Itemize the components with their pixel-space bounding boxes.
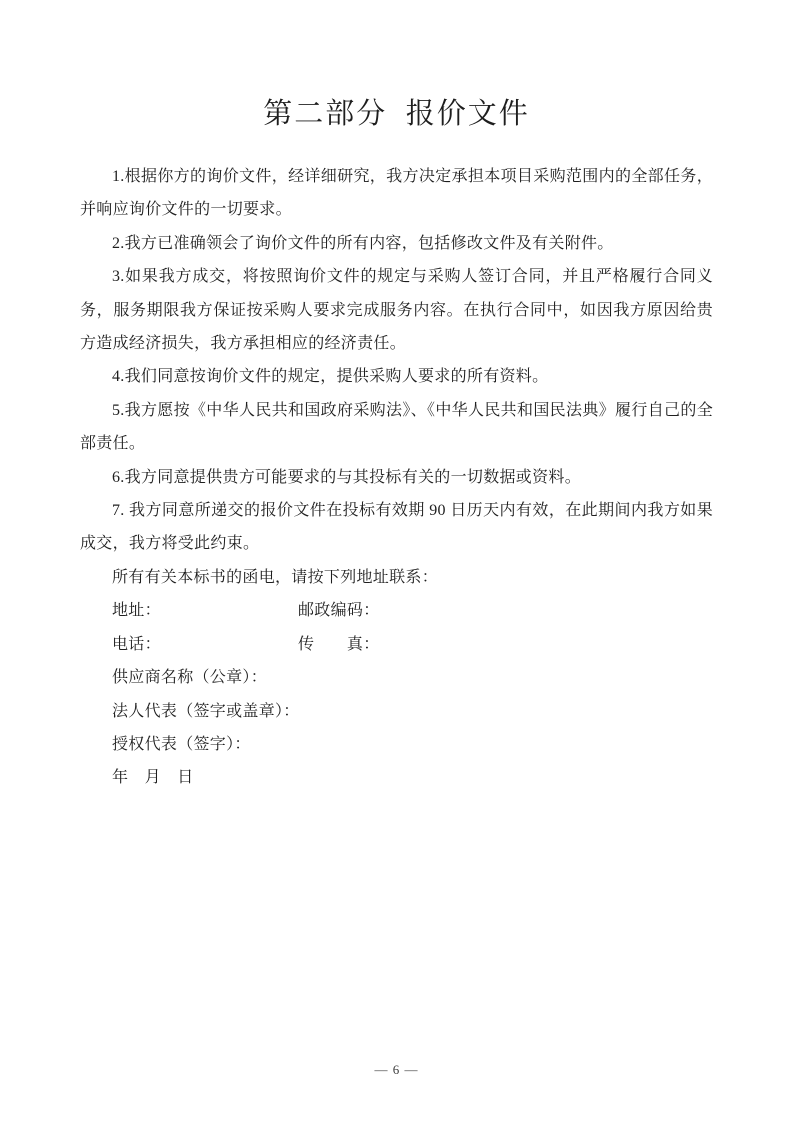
contact-intro: 所有有关本标书的函电，请按下列地址联系： [112, 568, 439, 586]
legal-representative-line: 法人代表（签字或盖章）： [112, 702, 300, 720]
address-label: 地址： [112, 602, 161, 620]
supplier-name-line: 供应商名称（公章）： [112, 669, 268, 687]
document-title: 第二部分 报价文件 [263, 98, 530, 130]
paragraph-7: 7. 我方同意所递交的报价文件在投标有效期 90 日历天内有效，在此期间内我方如果成交，我方将受此约束。 [80, 502, 713, 553]
postal-code-label: 邮政编码： [298, 602, 380, 620]
paragraph-2: 2.我方已准确领会了询价文件的所有内容，包括修改文件及有关附件。 [112, 234, 614, 252]
field-row-address-postal [80, 594, 713, 627]
paragraph-1: 1.根据你方的询价文件，经详细研究，我方决定承担本项目采购范围内的全部任务，并响应询价文件的一切要求。 [80, 168, 713, 219]
field-row-phone-fax [80, 628, 713, 661]
fax-label: 传 真： [298, 635, 380, 653]
paragraph-5: 5.我方愿按《中华人民共和国政府采购法》、《中华人民共和国民法典》履行自己的全部责任。 [80, 401, 713, 453]
paragraph-6: 6.我方同意提供贵方可能要求的与其投标有关的一切数据或资料。 [112, 468, 582, 486]
document-body [80, 160, 713, 795]
paragraph-3: 3.如果我方成交，将按照询价文件的规定与采购人签订合同，并且严格履行合同义务，服务期限我方保证按采购人要求完成服务内容。在执行合同中，如因我方原因给贵方造成经济损失，我方承担相应的经济责任。 [80, 268, 713, 353]
authorized-representative-line: 授权代表（签字）： [112, 735, 251, 753]
paragraph-4: 4.我们同意按询价文件的规定，提供采购人要求的所有资料。 [112, 368, 549, 386]
phone-label: 电话： [112, 635, 161, 653]
date-line: 年 月 日 [112, 769, 194, 787]
page-number: — 6 — [374, 1062, 419, 1077]
